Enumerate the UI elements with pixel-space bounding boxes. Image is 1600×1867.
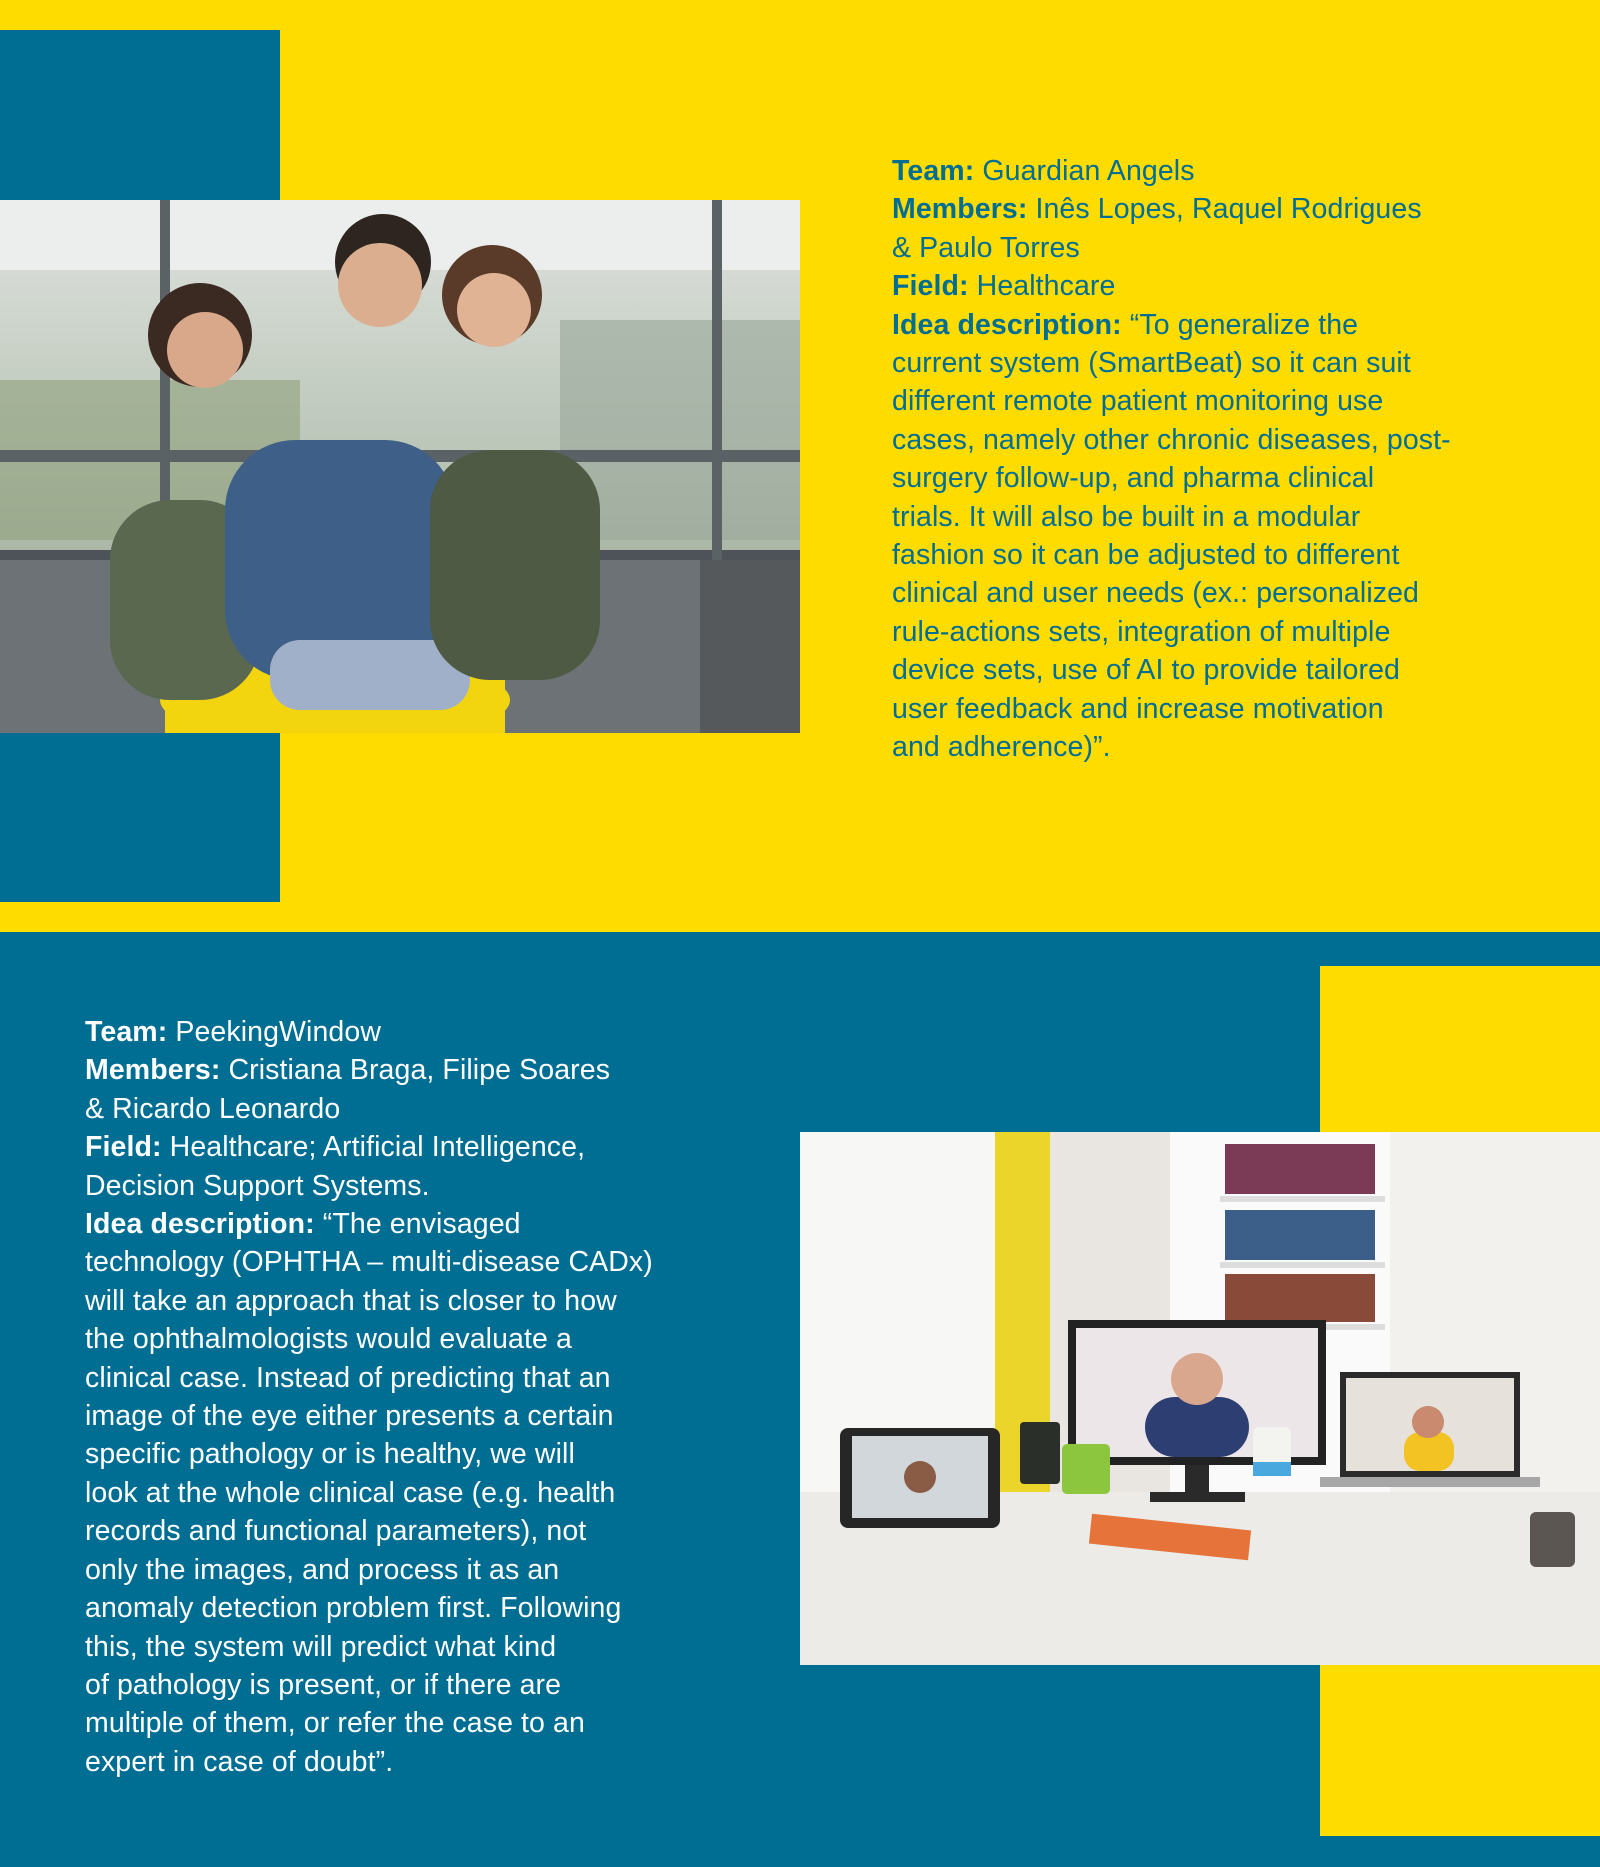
idea-text: user feedback and increase motivation (892, 692, 1384, 725)
field-label: Field: (892, 270, 969, 303)
idea-text: cases, namely other chronic diseases, post- (892, 423, 1451, 456)
field-label: Field: (85, 1131, 162, 1164)
team1-field-line (892, 267, 1542, 305)
team-label: Team: (85, 1016, 168, 1048)
idea-text: trials. It will also be built in a modular (892, 500, 1361, 533)
idea-text: fashion so it can be adjusted to different (892, 539, 1400, 572)
team-label: Team: (892, 155, 975, 187)
idea-text: this, the system will predict what kind (85, 1630, 557, 1663)
team1-photo (0, 200, 800, 733)
team1-section (0, 0, 1600, 932)
field-value: Healthcare; Artificial Intelligence, (169, 1131, 586, 1164)
idea-text: look at the whole clinical case (e.g. health (85, 1476, 616, 1509)
team2-team-line (85, 1013, 745, 1051)
team-name: PeekingWindow (175, 1016, 382, 1048)
team2-photo (800, 1132, 1600, 1665)
team1-team-line (892, 152, 1542, 190)
team1-idea-line (892, 306, 1542, 344)
idea-text: current system (SmartBeat) so it can suit (892, 347, 1411, 380)
team1-info (892, 152, 1542, 767)
team2-info (85, 1013, 745, 1781)
idea-text: device sets, use of AI to provide tailored (892, 654, 1400, 687)
idea-text: the ophthalmologists would evaluate a (85, 1323, 572, 1356)
idea-label: Idea description: (85, 1208, 315, 1241)
idea-text: will take an approach that is closer to how (85, 1284, 617, 1317)
team2-section (0, 932, 1600, 1867)
idea-text: records and functional parameters), not (85, 1515, 587, 1548)
idea-text: image of the eye either presents a certain (85, 1400, 614, 1433)
idea-text: clinical and user needs (ex.: personalized (892, 577, 1419, 610)
team2-field-line (85, 1128, 745, 1166)
team1-members-line (892, 190, 1542, 228)
idea-text: of pathology is present, or if there are (85, 1668, 562, 1701)
idea-text: “The envisaged (322, 1208, 521, 1241)
members-value: Inês Lopes, Raquel Rodrigues (1035, 193, 1422, 226)
team2-members-line-2: & Ricardo Leonardo (85, 1092, 341, 1125)
idea-text: and adherence)”. (892, 731, 1111, 764)
idea-text: anomaly detection problem first. Following (85, 1592, 622, 1625)
team2-members-line (85, 1051, 745, 1089)
team1-members-line-2: & Paulo Torres (892, 231, 1080, 264)
idea-text: expert in case of doubt”. (85, 1745, 394, 1778)
idea-text: multiple of them, or refer the case to an (85, 1707, 585, 1740)
team2-idea-line (85, 1205, 745, 1243)
idea-text: clinical case. Instead of predicting that an (85, 1361, 611, 1394)
field-value: Healthcare (976, 270, 1116, 303)
idea-text: only the images, and process it as an (85, 1553, 560, 1586)
idea-label: Idea description: (892, 308, 1122, 341)
idea-text: specific pathology or is healthy, we will (85, 1438, 575, 1471)
members-value: Cristiana Braga, Filipe Soares (228, 1054, 611, 1087)
idea-text: different remote patient monitoring use (892, 385, 1384, 418)
idea-text: technology (OPHTHA – multi-disease CADx) (85, 1246, 653, 1279)
idea-text: surgery follow-up, and pharma clinical (892, 462, 1375, 495)
idea-text: “To generalize the (1129, 308, 1359, 341)
members-label: Members: (892, 193, 1028, 226)
idea-text: rule-actions sets, integration of multiple (892, 615, 1391, 648)
members-label: Members: (85, 1054, 221, 1087)
team-name: Guardian Angels (982, 155, 1195, 187)
team2-field-line-2: Decision Support Systems. (85, 1169, 430, 1202)
